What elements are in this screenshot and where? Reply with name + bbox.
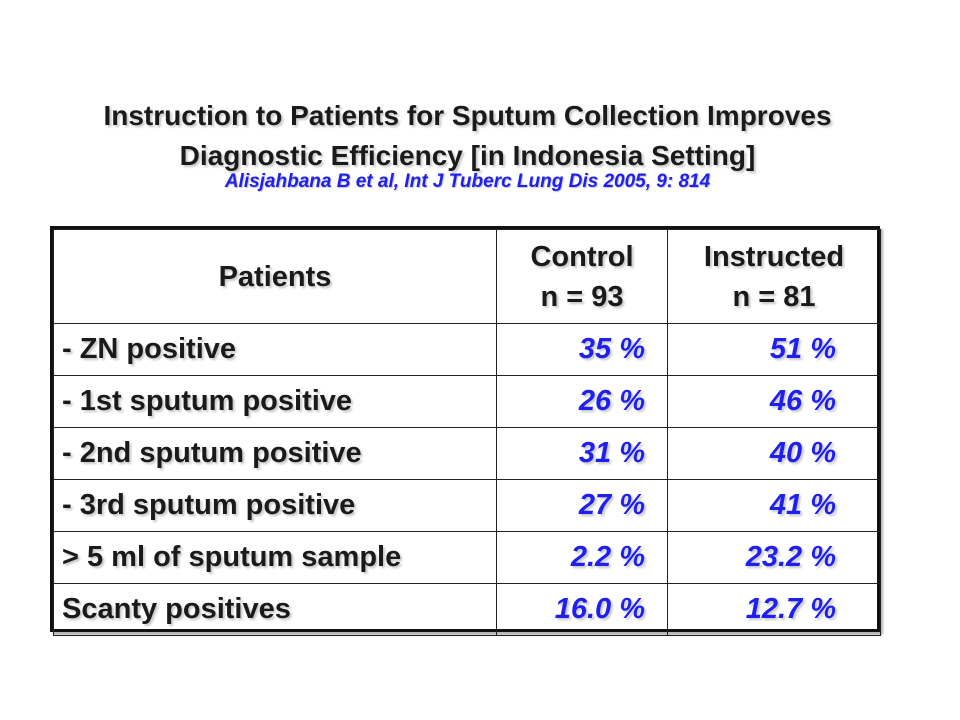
instructed-value: 41 %: [668, 480, 881, 532]
control-value: 35 %: [497, 324, 668, 376]
table-row: [54, 584, 881, 636]
instructed-value: 40 %: [668, 428, 881, 480]
slide-title-block: [0, 96, 935, 194]
table-row: [54, 480, 881, 532]
table-row: [54, 324, 881, 376]
slide-title-line-2: Diagnostic Efficiency [in Indonesia Setting]: [179, 140, 756, 171]
control-value: 31 %: [497, 428, 668, 480]
instructed-value: 12.7 %: [668, 584, 881, 636]
column-header-control-n: n = 93: [540, 280, 624, 313]
control-value: 2.2 %: [497, 532, 668, 584]
slide-title-line-1: Instruction to Patients for Sputum Collection Improves: [103, 100, 832, 131]
column-header-instructed: [668, 230, 881, 324]
control-value: 26 %: [497, 376, 668, 428]
column-header-instructed-label: Instructed: [703, 240, 845, 273]
column-header-instructed-n: n = 81: [732, 280, 816, 313]
instructed-value: 23.2 %: [668, 532, 881, 584]
citation: Alisjahbana B et al, Int J Tuberc Lung Dis 2005, 9: 814: [224, 171, 711, 192]
column-header-control: [497, 230, 668, 324]
row-label: - 1st sputum positive: [54, 376, 497, 428]
row-label: - 3rd sputum positive: [54, 480, 497, 532]
results-table: [53, 229, 881, 636]
row-label: Scanty positives: [54, 584, 497, 636]
row-label: - ZN positive: [54, 324, 497, 376]
table-row: [54, 532, 881, 584]
results-table-frame: [50, 226, 880, 632]
column-header-patients-label: Patients: [218, 260, 332, 293]
row-label: > 5 ml of sputum sample: [54, 532, 497, 584]
table-row: [54, 376, 881, 428]
row-label: - 2nd sputum positive: [54, 428, 497, 480]
control-value: 16.0 %: [497, 584, 668, 636]
column-header-patients: [54, 230, 497, 324]
instructed-value: 46 %: [668, 376, 881, 428]
instructed-value: 51 %: [668, 324, 881, 376]
table-row: [54, 428, 881, 480]
table-header-row: [54, 230, 881, 324]
column-header-control-label: Control: [530, 240, 634, 273]
control-value: 27 %: [497, 480, 668, 532]
